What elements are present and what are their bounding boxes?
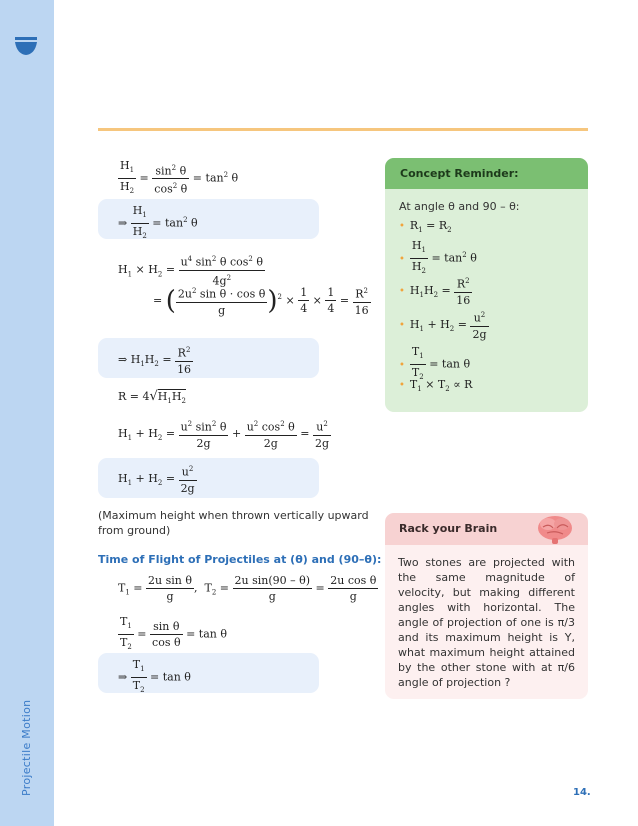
header-divider xyxy=(98,128,588,131)
equation-product-result: ⇒ $H_1H_2$ = $\frac{R^2}{16}$ xyxy=(118,343,193,377)
list-item: • $\frac{H_1}{H_2}$ = $\tan^2 \theta$ xyxy=(399,239,477,276)
equation-height-sum: $H_1 + H_2$ = $\frac{u^2 \sin^2 \theta}{2g}$ + $\frac{u^2 \cos^2 \theta}{2g}$ = $\frac{u^2}{2g}$ xyxy=(118,417,331,451)
section-heading: Time of Flight of Projectiles at (θ) and (90–θ): xyxy=(98,553,382,566)
equation-height-ratio: $\frac{H_1}{H_2}$ = $\frac{\sin^2 \theta}{\cos^2 \theta}$ = $\tan^2 \theta$ xyxy=(120,159,239,196)
page-number: 14. xyxy=(573,787,591,798)
list-item: • $T_1 \times T_2 \propto R$ xyxy=(399,378,473,394)
equation-height-product-expanded: = ( $\frac{2u^2 \sin \theta \cdot \cos \theta}{g}$ )$^2$ × $\frac{1}{4}$ × $\frac{1}{4}$ = $\frac{R^2}{16}$ xyxy=(153,285,369,317)
brand-logo-icon xyxy=(15,36,37,58)
sidebar-label: Projectile Motion xyxy=(20,699,33,796)
note-max-height: (Maximum height when thrown vertically upward from ground) xyxy=(98,509,369,537)
equation-height-sum-result: $H_1 + H_2$ = $\frac{u^2}{2g}$ xyxy=(118,462,197,496)
sidebar xyxy=(0,0,54,826)
equation-range: $R = 4√H_1H_2$ xyxy=(118,389,186,406)
concept-reminder-card xyxy=(385,158,588,412)
list-item: • $H_1 + H_2$ = $\frac{u^2}{2g}$ xyxy=(399,308,489,342)
list-item: • $R_1 = R_2$ xyxy=(399,219,452,235)
equation-time-ratio: $\frac{T_1}{T_2}$ = $\frac{\text{sin θ}}{\text{cos θ}}$ = tan θ xyxy=(120,615,227,652)
equation-height-ratio-result: ⇒ $\frac{H_1}{H_2}$ = $\tan^2 \theta$ xyxy=(118,204,198,241)
equation-height-product: $H_1 \times H_2$ = $\frac{u^4 \sin^2 \theta \cos^2 \theta}{4g^2}$ xyxy=(118,252,265,288)
rack-your-brain-title: Rack your Brain xyxy=(385,513,588,545)
equation-time-of-flight: $T_1$ = $\frac{\text{2u sin θ}}{g}$ , $T_2$ = $\frac{\text{2u sin(90 – θ)}}{g}$ = $\frac{\text{2u cos θ}}{g}$ xyxy=(118,574,377,603)
rack-your-brain-question: Two stones are projected with the same magnitude of velocity, but making different angles with horizontal. The angle of projection of one is π/3 and its maximum height is Y, what maximum height attained by the other stone with at π/6 angle of projection ? xyxy=(398,556,575,689)
equation-time-ratio-result: ⇒ $\frac{T_1}{T_2}$ = tan θ xyxy=(118,658,191,695)
list-item: • $H_1H_2$ = $\frac{R^2}{16}$ xyxy=(399,274,472,308)
concept-reminder-intro: At angle θ and 90 – θ: xyxy=(399,200,520,213)
brain-icon xyxy=(535,513,575,545)
list-item: • $\frac{T_1}{T_2}$ = tan θ xyxy=(399,345,471,382)
concept-reminder-title: Concept Reminder: xyxy=(385,158,588,189)
